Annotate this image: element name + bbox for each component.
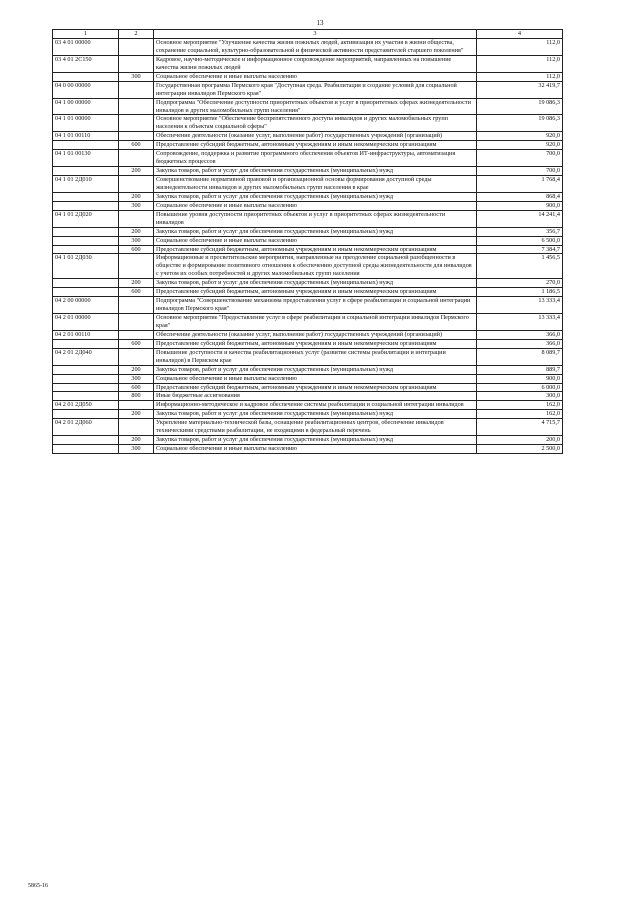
cell-amount: 868,4 [477, 192, 563, 201]
cell-amount: 900,0 [477, 374, 563, 383]
cell-expense-type: 200 [119, 227, 154, 236]
cell-amount: 13 333,4 [477, 314, 563, 331]
cell-item-name: Иные бюджетные ассигнования [154, 392, 477, 401]
cell-code: 04 1 01 2Д030 [53, 254, 119, 279]
cell-code: 04 0 00 00000 [53, 81, 119, 98]
cell-item-name: Кадровое, научно-методическое и информационное сопровождение мероприятий, направленных на повышение качества жизни пожилых людей [154, 55, 477, 72]
cell-item-name: Сопровождение, поддержка и развитие программного обеспечения объектов ИТ-инфраструктуры, автоматизация бюджетных процессов [154, 150, 477, 167]
cell-amount: 4 715,7 [477, 419, 563, 436]
cell-expense-type: 600 [119, 141, 154, 150]
table-row [53, 115, 563, 132]
cell-item-name: Подпрограмма "Совершенствование механизма предоставления услуг в сфере реабилитации и социальной интеграции инвалидов Пермского края" [154, 297, 477, 314]
cell-expense-type: 600 [119, 339, 154, 348]
cell-code: 04 1 01 00000 [53, 115, 119, 132]
table-row [53, 401, 563, 410]
cell-expense-type: 600 [119, 245, 154, 254]
cell-code [53, 288, 119, 297]
header-col-4: 4 [477, 30, 563, 39]
table-row [53, 348, 563, 365]
table-row [53, 410, 563, 419]
cell-code [53, 445, 119, 454]
cell-expense-type [119, 81, 154, 98]
table-row [53, 167, 563, 176]
cell-code [53, 236, 119, 245]
cell-amount: 920,0 [477, 141, 563, 150]
cell-amount: 112,0 [477, 39, 563, 56]
cell-code: 04 2 01 2Д040 [53, 348, 119, 365]
table-row [53, 132, 563, 141]
cell-amount: 19 086,3 [477, 98, 563, 115]
cell-code: 04 2 01 00110 [53, 330, 119, 339]
cell-expense-type [119, 254, 154, 279]
cell-code [53, 72, 119, 81]
table-row [53, 383, 563, 392]
cell-amount: 8 089,7 [477, 348, 563, 365]
cell-expense-type [119, 55, 154, 72]
table-row [53, 55, 563, 72]
cell-expense-type [119, 39, 154, 56]
cell-amount: 300,0 [477, 392, 563, 401]
cell-expense-type [119, 210, 154, 227]
cell-code: 04 1 00 00000 [53, 98, 119, 115]
cell-code: 04 2 01 00000 [53, 314, 119, 331]
cell-expense-type: 300 [119, 374, 154, 383]
cell-item-name: Обеспечение деятельности (оказание услуг, выполнение работ) государственных учреждений (организаций) [154, 132, 477, 141]
cell-code: 04 1 01 2Д020 [53, 210, 119, 227]
cell-code: 04 2 01 2Д060 [53, 419, 119, 436]
table-row [53, 330, 563, 339]
cell-code [53, 365, 119, 374]
cell-item-name: Совершенствование нормативной правовой и организационной основы формирования доступной среды жизнедеятельности инвалидов и других маломобильных групп населения в крае [154, 176, 477, 193]
cell-amount: 366,0 [477, 330, 563, 339]
cell-amount: 700,0 [477, 150, 563, 167]
cell-item-name: Повышение доступности и качества реабилитационных услуг (развитие системы реабилитации и интеграции инвалидов) в Пермском крае [154, 348, 477, 365]
table-row [53, 176, 563, 193]
cell-code [53, 227, 119, 236]
table-row [53, 445, 563, 454]
cell-amount: 1 456,5 [477, 254, 563, 279]
cell-item-name: Укрепление материально-технической базы, оснащение реабилитационных центров, обеспечение инвалидов техническими средствами реабилитации, не входящими в федеральный перечень [154, 419, 477, 436]
cell-expense-type [119, 401, 154, 410]
table-row [53, 288, 563, 297]
cell-amount: 366,0 [477, 339, 563, 348]
cell-code [53, 141, 119, 150]
header-col-1: 1 [53, 30, 119, 39]
cell-item-name: Социальное обеспечение и иные выплаты населению [154, 72, 477, 81]
table-row [53, 210, 563, 227]
table-row [53, 81, 563, 98]
cell-expense-type [119, 330, 154, 339]
cell-item-name: Предоставление субсидий бюджетным, автономным учреждениям и иным некоммерческим организациям [154, 383, 477, 392]
cell-code: 04 1 01 00130 [53, 150, 119, 167]
cell-code: 04 1 01 00110 [53, 132, 119, 141]
cell-code [53, 410, 119, 419]
cell-item-name: Социальное обеспечение и иные выплаты населению [154, 374, 477, 383]
cell-expense-type [119, 115, 154, 132]
cell-expense-type [119, 314, 154, 331]
cell-code [53, 392, 119, 401]
cell-amount: 19 086,3 [477, 115, 563, 132]
table-row [53, 339, 563, 348]
table-row [53, 201, 563, 210]
cell-item-name: Закупка товаров, работ и услуг для обеспечения государственных (муниципальных) нужд [154, 167, 477, 176]
cell-amount: 270,0 [477, 279, 563, 288]
cell-item-name: Основное мероприятие "Обеспечение беспрепятственного доступа инвалидов и других маломобильных групп населения к объектам социальной сферы" [154, 115, 477, 132]
cell-amount: 356,7 [477, 227, 563, 236]
table-row [53, 254, 563, 279]
cell-code: 04 2 00 00000 [53, 297, 119, 314]
table-row [53, 279, 563, 288]
cell-item-name: Закупка товаров, работ и услуг для обеспечения государственных (муниципальных) нужд [154, 365, 477, 374]
cell-item-name: Предоставление субсидий бюджетным, автономным учреждениям и иным некоммерческим организациям [154, 245, 477, 254]
table-row [53, 236, 563, 245]
table-row [53, 150, 563, 167]
table-row [53, 392, 563, 401]
cell-code [53, 192, 119, 201]
cell-expense-type [119, 132, 154, 141]
cell-expense-type: 300 [119, 236, 154, 245]
cell-code [53, 374, 119, 383]
cell-expense-type [119, 176, 154, 193]
cell-item-name: Информационные и просветительские мероприятия, направленные на преодоление социальной разобщенности в обществе и формирование позитивного отношения к обеспечению доступной среды жизнедеятельности для инвалидов с учетом их особых потребностей и других маломобильных групп населения [154, 254, 477, 279]
cell-item-name: Предоставление субсидий бюджетным, автономным учреждениям и иным некоммерческим организациям [154, 339, 477, 348]
cell-expense-type: 200 [119, 365, 154, 374]
header-row [53, 30, 563, 39]
cell-amount: 200,0 [477, 436, 563, 445]
cell-code [53, 383, 119, 392]
table-row [53, 227, 563, 236]
cell-expense-type: 300 [119, 445, 154, 454]
table-row [53, 192, 563, 201]
cell-code [53, 279, 119, 288]
cell-expense-type: 600 [119, 288, 154, 297]
cell-code [53, 436, 119, 445]
cell-amount: 162,0 [477, 410, 563, 419]
cell-amount: 1 768,4 [477, 176, 563, 193]
cell-code [53, 167, 119, 176]
header-col-2: 2 [119, 30, 154, 39]
cell-amount: 112,0 [477, 72, 563, 81]
cell-code: 03 4 01 2С150 [53, 55, 119, 72]
cell-expense-type: 200 [119, 410, 154, 419]
cell-item-name: Социальное обеспечение и иные выплаты населению [154, 445, 477, 454]
cell-amount: 7 384,7 [477, 245, 563, 254]
cell-item-name: Обеспечение деятельности (оказание услуг, выполнение работ) государственных учреждений (организаций) [154, 330, 477, 339]
cell-item-name: Закупка товаров, работ и услуг для обеспечения государственных (муниципальных) нужд [154, 227, 477, 236]
table-row [53, 365, 563, 374]
table-row [53, 419, 563, 436]
cell-expense-type [119, 150, 154, 167]
cell-amount: 700,0 [477, 167, 563, 176]
header-col-3: 3 [154, 30, 477, 39]
table-row [53, 245, 563, 254]
cell-item-name: Закупка товаров, работ и услуг для обеспечения государственных (муниципальных) нужд [154, 436, 477, 445]
table-row [53, 39, 563, 56]
cell-item-name: Закупка товаров, работ и услуг для обеспечения государственных (муниципальных) нужд [154, 279, 477, 288]
table-row [53, 436, 563, 445]
cell-expense-type: 200 [119, 436, 154, 445]
cell-expense-type: 200 [119, 192, 154, 201]
table-row [53, 141, 563, 150]
cell-item-name: Подпрограмма "Обеспечение доступности приоритетных объектов и услуг в приоритетных сферах жизнедеятельности инвалидов и других маломобильных групп населения" [154, 98, 477, 115]
cell-expense-type: 200 [119, 167, 154, 176]
cell-code: 04 2 01 2Д050 [53, 401, 119, 410]
cell-item-name: Закупка товаров, работ и услуг для обеспечения государственных (муниципальных) нужд [154, 192, 477, 201]
cell-amount: 6 500,0 [477, 236, 563, 245]
cell-expense-type: 200 [119, 279, 154, 288]
cell-item-name: Социальное обеспечение и иные выплаты населению [154, 201, 477, 210]
cell-expense-type: 800 [119, 392, 154, 401]
cell-expense-type [119, 348, 154, 365]
page-number: 13 [316, 19, 324, 27]
table-row [53, 98, 563, 115]
cell-item-name: Информационно-методическое и кадровое обеспечение системы реабилитации и социальной интеграции инвалидов [154, 401, 477, 410]
cell-item-name: Основное мероприятие "Улучшение качества жизни пожилых людей, активизация их участия в жизни общества, сохранение социальной, культурно-образовательной и физической активности представителей старшего поколения" [154, 39, 477, 56]
table-row [53, 72, 563, 81]
cell-item-name: Государственная программа Пермского края "Доступная среда. Реабилитация и создание условий для социальной интеграции инвалидов Пермского края" [154, 81, 477, 98]
cell-item-name: Предоставление субсидий бюджетным, автономным учреждениям и иным некоммерческим организациям [154, 288, 477, 297]
cell-expense-type [119, 419, 154, 436]
cell-expense-type: 600 [119, 383, 154, 392]
table-row [53, 314, 563, 331]
cell-amount: 14 241,4 [477, 210, 563, 227]
cell-code: 03 4 01 00000 [53, 39, 119, 56]
cell-amount: 162,0 [477, 401, 563, 410]
cell-expense-type: 300 [119, 72, 154, 81]
table-row [53, 297, 563, 314]
cell-amount: 32 419,7 [477, 81, 563, 98]
cell-code [53, 339, 119, 348]
cell-amount: 112,0 [477, 55, 563, 72]
cell-item-name: Повышение уровня доступности приоритетных объектов и услуг в приоритетных сферах жизнедеятельности инвалидов [154, 210, 477, 227]
table-row [53, 374, 563, 383]
budget-table [52, 29, 563, 454]
cell-amount: 1 186,5 [477, 288, 563, 297]
footer-document-code: 5865-16 [28, 883, 48, 889]
cell-item-name: Социальное обеспечение и иные выплаты населению [154, 236, 477, 245]
cell-item-name: Основное мероприятие "Предоставление услуг в сфере реабилитации и социальной интеграции инвалидов Пермского края" [154, 314, 477, 331]
cell-item-name: Предоставление субсидий бюджетным, автономным учреждениям и иным некоммерческим организациям [154, 141, 477, 150]
cell-expense-type: 300 [119, 201, 154, 210]
cell-amount: 900,0 [477, 201, 563, 210]
cell-amount: 889,7 [477, 365, 563, 374]
cell-amount: 920,0 [477, 132, 563, 141]
cell-expense-type [119, 98, 154, 115]
cell-item-name: Закупка товаров, работ и услуг для обеспечения государственных (муниципальных) нужд [154, 410, 477, 419]
cell-amount: 13 333,4 [477, 297, 563, 314]
cell-code [53, 201, 119, 210]
cell-code [53, 245, 119, 254]
cell-amount: 2 500,0 [477, 445, 563, 454]
cell-amount: 6 000,0 [477, 383, 563, 392]
cell-expense-type [119, 297, 154, 314]
cell-code: 04 1 01 2Д010 [53, 176, 119, 193]
